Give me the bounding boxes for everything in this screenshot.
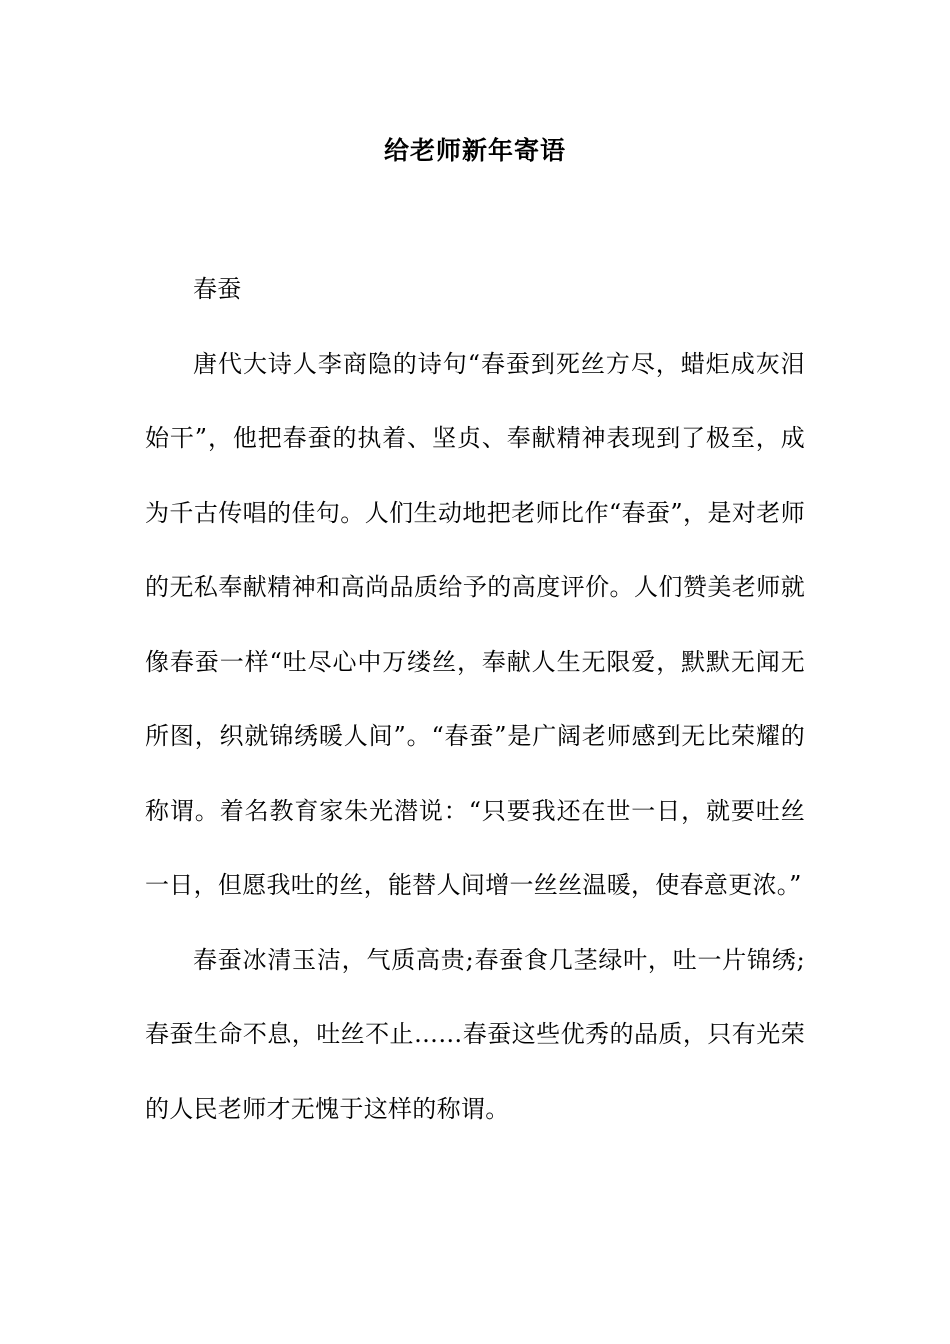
document-body xyxy=(145,252,805,1146)
document-title: 给老师新年寄语 xyxy=(383,136,566,165)
body-paragraph-1: 唐代大诗人李商隐的诗句“春蚕到死丝方尽，蜡炬成灰泪始干”，他把春蚕的执着、坚贞、奉献精神表现到了极至，成为千古传唱的佳句。人们生动地把老师比作“春蚕”，是对老师的无私奉献精神和高尚品质给予的高度评价。人们赞美老师就像春蚕一样“吐尽心中万缕丝，奉献人生无限爱，默默无闻无所图，织就锦绣暖人间”。“春蚕”是广阔老师感到无比荣耀的称谓。着名教育家朱光潜说：“只要我还在世一日，就要吐丝一日，但愿我吐的丝，能替人间增一丝丝温暖，使春意更浓。” xyxy=(145,349,805,899)
body-paragraph-2: 春蚕冰清玉洁，气质高贵;春蚕食几茎绿叶，吐一片锦绣;春蚕生命不息，吐丝不止……春蚕这些优秀的品质，只有光荣的人民老师才无愧于这样的称谓。 xyxy=(145,945,805,1123)
section-heading: 春蚕 xyxy=(193,275,242,303)
